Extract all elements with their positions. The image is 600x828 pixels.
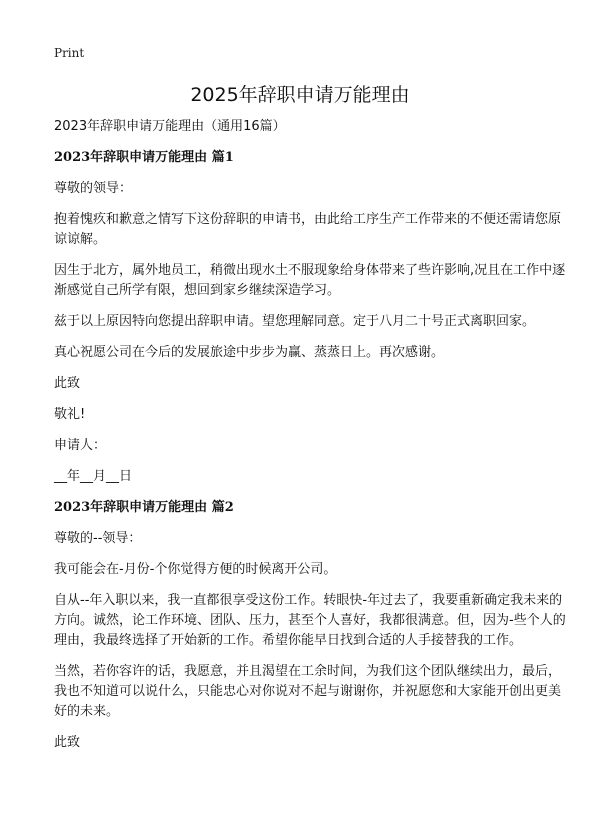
document-subtitle: 2023年辞职申请万能理由（通用16篇） (54, 119, 286, 134)
applicant-line: 申请人： (54, 438, 107, 453)
paragraph: 真心祝愿公司在今后的发展旅途中步步为赢、蒸蒸日上。再次感谢。 (54, 345, 445, 360)
section-heading: 2023年辞职申请万能理由 篇2 (54, 500, 234, 515)
paragraph: 我可能会在-月份-个你觉得方便的时候离开公司。 (54, 562, 337, 577)
section-heading: 2023年辞职申请万能理由 篇1 (54, 150, 234, 165)
paragraph: 因生于北方，属外地员工，稍微出现水土不服现象给身体带来了些许影响,况且在工作中逐渐感觉自己所学有限，想回到家乡继续深造学习。 (54, 263, 566, 298)
date-line: __年__月__日 (54, 469, 133, 484)
document-title: 2025年辞职申请万能理由 (190, 84, 410, 106)
paragraph: 抱着愧疚和歉意之情写下这份辞职的申请书，由此给工序生产工作带来的不便还需请您原谅谅解。 (54, 212, 562, 247)
paragraph: 自从--年入职以来，我一直都很享受这份工作。转眼快-年过去了，我要重新确定我未来的方向。诚然，论工作环境、团队、压力，甚至个人喜好，我都很满意。但，因为-些个人的理由，我最终选择了开始新的工作。希望你能早日找到合适的人手接替我的工作。 (54, 593, 566, 648)
document-body (54, 116, 566, 764)
section-1 (54, 148, 566, 487)
salutation: 尊敬的领导： (54, 181, 133, 196)
closing-line: 敬礼! (54, 407, 86, 422)
salutation: 尊敬的--领导： (54, 531, 142, 546)
paragraph: 当然，若你容许的话，我愿意，并且渴望在工余时间，为我们这个团队继续出力，最后，我也不知道可以说什么，只能忠心对你说对不起与谢谢你，并祝愿您和大家能开创出更美好的未来。 (54, 664, 562, 719)
closing-line: 此致 (54, 735, 81, 750)
paragraph: 兹于以上原因特向您提出辞职申请。望您理解同意。定于八月二十号正式离职回家。 (54, 314, 536, 329)
section-2 (54, 498, 566, 753)
print-label: Print (54, 46, 85, 60)
closing-line: 此致 (54, 376, 81, 391)
